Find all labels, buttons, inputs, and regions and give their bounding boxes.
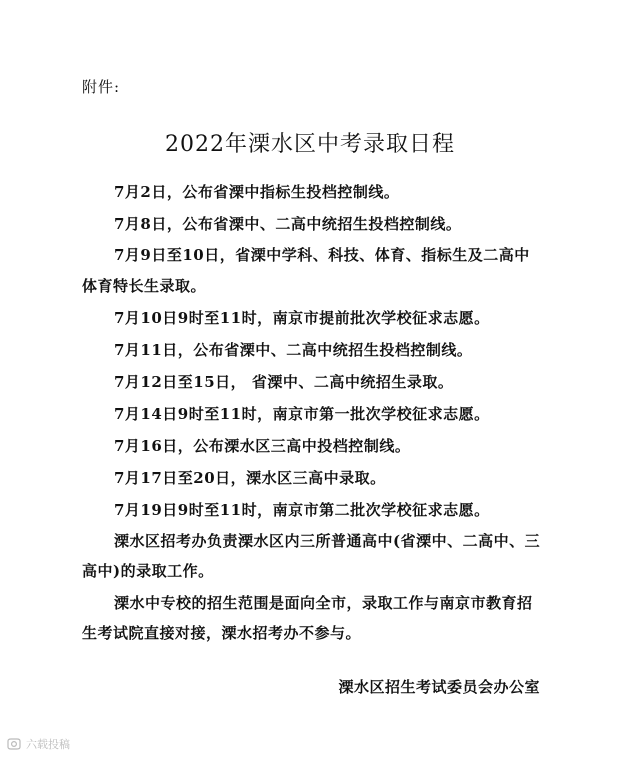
- document-title: 2022年溧水区中考录取日程: [165, 132, 455, 157]
- watermark: [6, 736, 70, 752]
- signature: 溧水区招生考试委员会办公室: [338, 678, 540, 696]
- schedule-item: 7月17日至20日，溧水区三高中录取。: [114, 469, 386, 487]
- schedule-item: 7月14日9时至11时，南京市第一批次学校征求志愿。: [114, 405, 490, 423]
- schedule-list: [82, 176, 544, 526]
- schedule-item: 7月2日，公布省溧中指标生投档控制线。: [114, 183, 400, 201]
- vocational-school-paragraph: 溧水中专校的招生范围是面向全市，录取工作与南京市教育招生考试院直接对接，溧水招考办不参与。: [82, 594, 533, 642]
- schedule-item: 7月8日，公布省溧中、二高中统招生投档控制线。: [114, 215, 462, 233]
- schedule-item: 7月12日至15日， 省溧中、二高中统招生录取。: [114, 373, 454, 391]
- schedule-item: 7月11日，公布省溧中、二高中统招生投档控制线。: [114, 341, 473, 359]
- watermark-text: 六载投稿: [26, 738, 70, 751]
- schedule-item: 7月16日，公布溧水区三高中投档控制线。: [114, 437, 411, 455]
- attachment-label: 附件:: [82, 78, 121, 96]
- schedule-item: 7月10日9时至11时，南京市提前批次学校征求志愿。: [114, 309, 490, 327]
- admission-scope-paragraph: 溧水区招考办负责溧水区内三所普通高中(省溧中、二高中、三高中)的录取工作。: [82, 532, 541, 580]
- schedule-item: 7月9日至10日，省溧中学科、科技、体育、指标生及二高中体育特长生录取。: [82, 246, 530, 295]
- camera-logo-icon: [6, 738, 22, 750]
- schedule-item: 7月19日9时至11时，南京市第二批次学校征求志愿。: [114, 501, 490, 519]
